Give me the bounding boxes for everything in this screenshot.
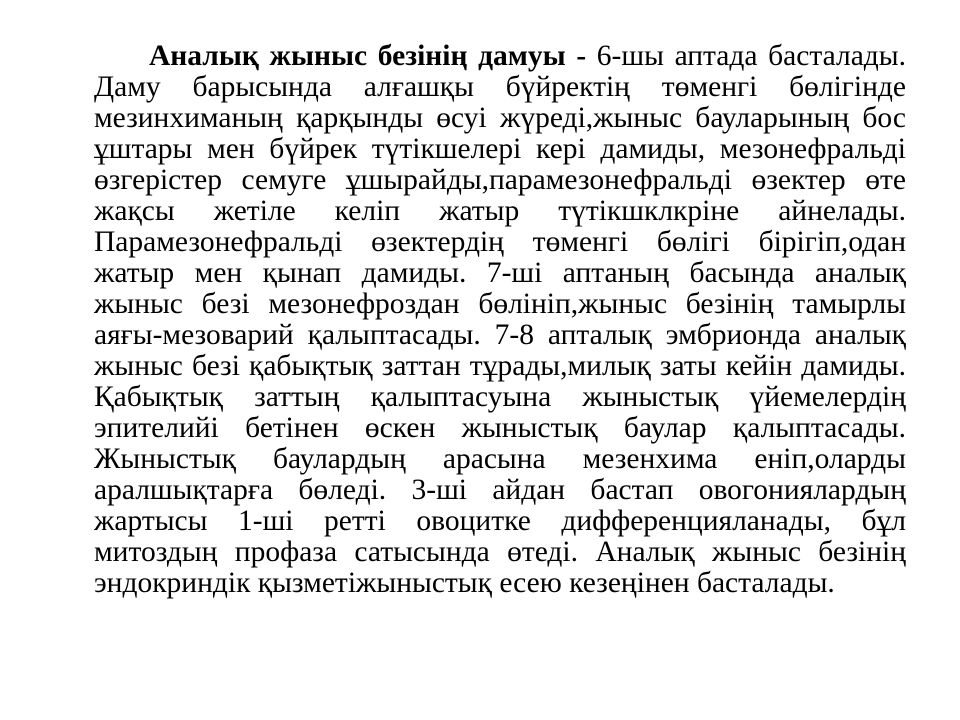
paragraph-heading: Аналық жыныс безінің дамуы -: [149, 40, 587, 72]
body-paragraph: [94, 41, 906, 599]
paragraph-text: 6-шы аптада басталады. Даму барысында алғашқы бүйректің төменгі бөлігінде мезинхиманың қарқынды өсуі жүреді,жыныс бауларының бос ұштары мен бүйрек түтікшелері кері дамиды, мезонефральді өзгерістер семуге ұшырайды,парамезонефральді өзектер өте жақсы жетіле келіп жатыр түтікшклкріне айнелады. Парамезонефральді өзектердің төменгі бөлігі бірігіп,одан жатыр мен қынап дамиды. 7-ші аптаның басында аналық жыныс безі мезонефроздан бөлініп,жыныс безінің тамырлы аяғы-мезоварий қалыптасады. 7-8 апталық эмбрионда аналық жыныс безі қабықтық заттан тұрады,милық заты кейін дамиды. Қабықтық заттың қалыптасуына жыныстық үйемелердің эпителийі бетінен өскен жыныстық баулар қалыптасады. Жыныстық баулардың арасына мезенхима еніп,оларды аралшықтарға бөледі. 3-ші айдан бастап овогониялардың жартысы 1-ші ретті овоцитке дифференцияланады, бұл митоздың профаза сатысында өтеді. Аналық жыныс безінің эндокриндік қызметіжыныстық есею кезеңінен басталады.: [94, 40, 906, 599]
